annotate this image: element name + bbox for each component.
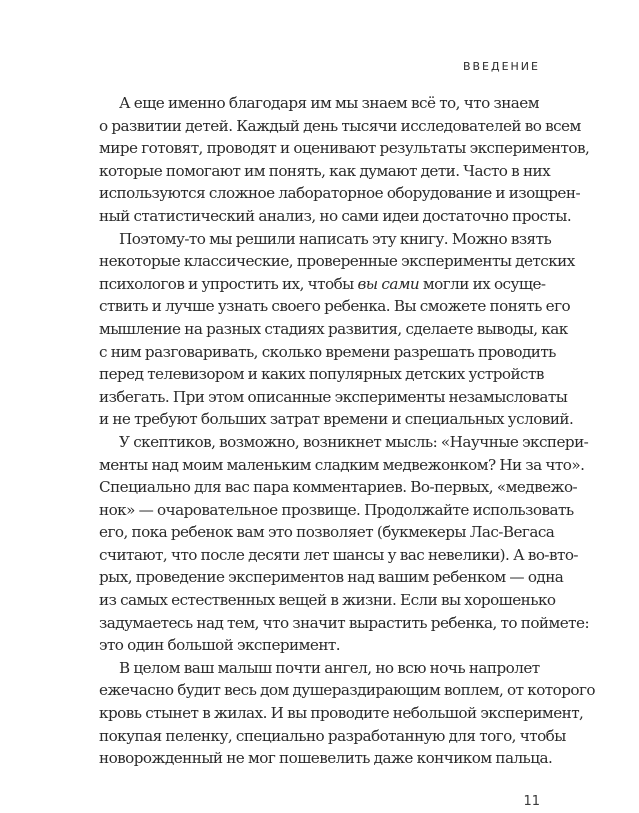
text-run: могли их осуще- [422,274,546,293]
text-line: ежечасно будит весь дом душераздирающим воплем, от которого [99,681,596,700]
text-line: рых, проведение экспериментов над вашим ребенком — одна [99,568,564,587]
paragraph [99,228,575,431]
text-line-with-emphasis [99,273,546,296]
paragraph [99,431,590,657]
text-line: менты над моим маленьким сладким медвежонком? Ни за что». [99,455,585,474]
text-line: Специально для вас пара комментариев. Во-первых, «медвежо- [99,478,578,497]
text-line: которые помогают им понять, как думают дети. Часто в них [99,161,551,180]
text-line: А еще именно благодаря им мы знаем всё то, что знаем [119,94,539,112]
text-line: новорожденный не мог пошевелить даже кончиком пальца. [99,749,553,768]
text-line: о развитии детей. Каждый день тысячи исследователей во всем [99,116,581,135]
text-line: из самых естественных вещей в жизни. Если вы хорошенько [99,591,556,610]
paragraph [99,657,596,770]
text-line: избегать. При этом описанные эксперименты незамысловаты [99,387,568,406]
text-line: его, пока ребенок вам это позволяет (букмекеры Лас-Вегаса [99,523,555,542]
text-line: Поэтому-то мы решили написать эту книгу. Можно взять [119,229,552,248]
text-line: некоторые классические, проверенные эксперименты детских [99,252,575,271]
text-line: и не требуют больших затрат времени и специальных условий. [99,410,574,429]
text-line: У скептиков, возможно, возникнет мысль: «Научные экспери- [119,432,589,451]
emphasized-text: вы сами [357,274,420,293]
text-line: нок» — очаровательное прозвище. Продолжайте использовать [99,500,574,519]
text-line: покупая пеленку, специально разработанную для того, чтобы [99,726,566,745]
text-line: это один большой эксперимент. [99,636,341,655]
page-number: 11 [523,794,540,809]
text-line: задумаетесь над тем, что значит вырастить ребенка, то поймете: [99,613,590,632]
text-line: считают, что после десяти лет шансы у вас невелики). А во-вто- [99,545,579,564]
running-header: ВВЕДЕНИЕ [462,60,540,73]
text-run: психологов и упростить их, чтобы [99,274,354,293]
text-line: мышление на разных стадиях развития, сделаете выводы, как [99,319,568,338]
text-line: В целом ваш малыш почти ангел, но всю ночь напролет [119,658,540,677]
text-line: кровь стынет в жилах. И вы проводите небольшой эксперимент, [99,704,584,723]
text-line: перед телевизором и каких популярных детских устройств [99,365,544,384]
text-line: используются сложное лабораторное оборудование и изощрен- [99,184,581,203]
text-line: мире готовят, проводят и оценивают результаты экспериментов, [99,139,590,158]
text-line: ствить и лучше узнать своего ребенка. Вы сможете понять его [99,297,571,316]
text-line: с ним разговаривать, сколько времени разрешать проводить [99,342,556,361]
body-text [99,92,596,770]
paragraph [99,92,590,228]
text-line: ный статистический анализ, но сами идеи достаточно просты. [99,206,572,225]
